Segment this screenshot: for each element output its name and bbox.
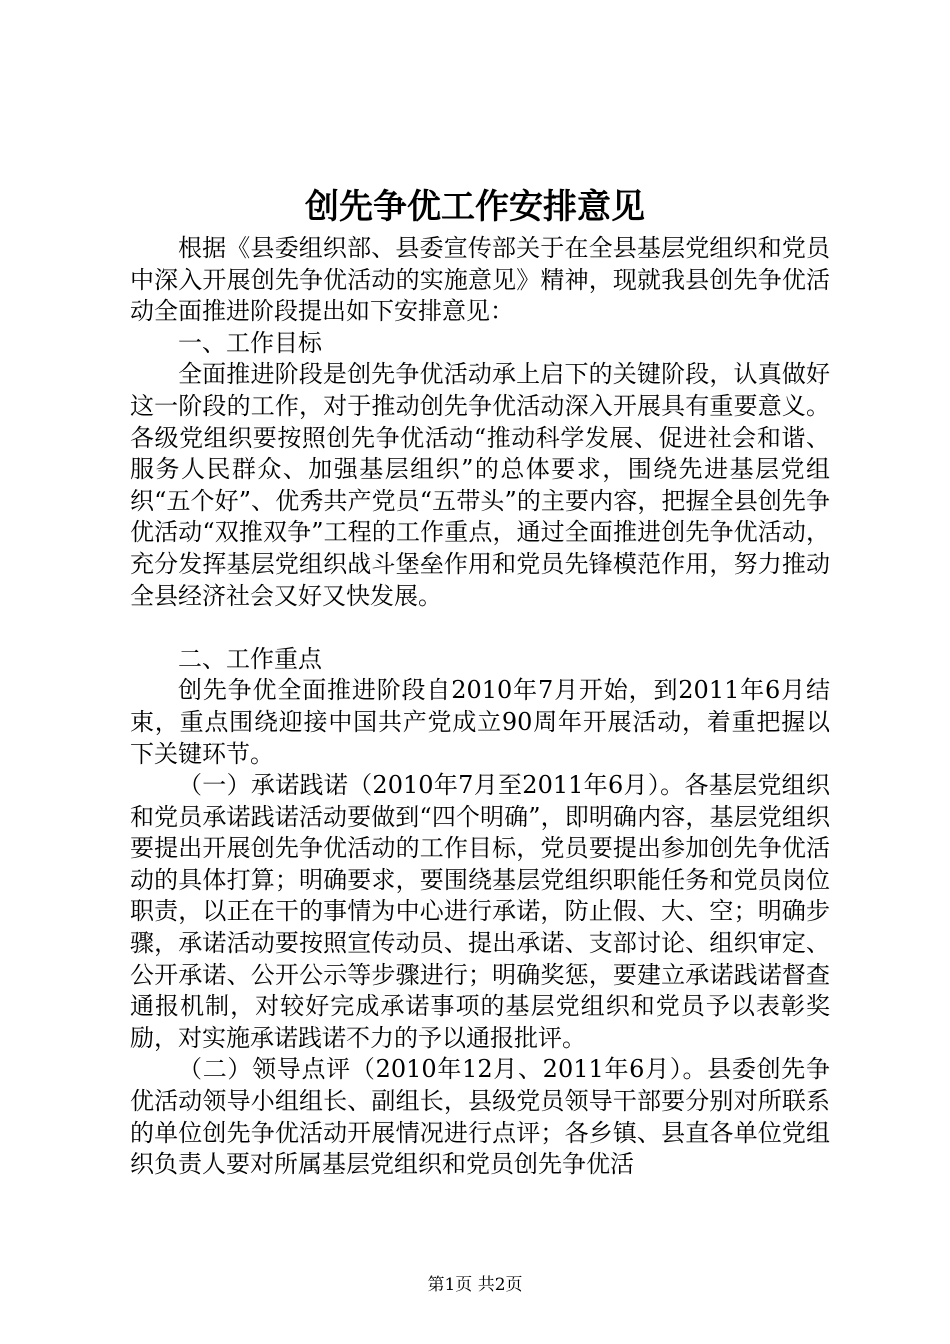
document-body [130, 233, 830, 1181]
focus-paragraph: 创先争优全面推进阶段自2010年7月开始，到2011年6月结束，重点围绕迎接中国共产党成立90周年开展活动，着重把握以下关键环节。 [130, 676, 830, 768]
leader-review-paragraph: （二）领导点评（2010年12月、2011年6月）。县委创先争优活动领导小组组长、副组长，县级党员领导干部要分别对所联系的单位创先争优活动开展情况进行点评；各乡镇、县直各单位党组织负责人要对所属基层党组织和党员创先争优活 [130, 1055, 830, 1179]
document-title: 创先争优工作安排意见 [305, 187, 645, 227]
section-heading-goals: 一、工作目标 [178, 328, 322, 357]
commitment-paragraph: （一）承诺践诺（2010年7月至2011年6月）。各基层党组织和党员承诺践诺活动要做到“四个明确”，即明确内容，基层党组织要提出开展创先争优活动的工作目标，党员要提出参加创先争优活动的具体打算；明确要求，要围绕基层党组织职能任务和党员岗位职责，以正在干的事情为中心进行承诺，防止假、大、空；明确步骤，承诺活动要按照宣传动员、提出承诺、支部讨论、组织审定、公开承诺、公开公示等步骤进行；明确奖惩，要建立承诺践诺督查通报机制，对较好完成承诺事项的基层党组织和党员予以表彰奖励，对实施承诺践诺不力的予以通报批评。 [130, 771, 830, 1052]
page-number-footer: 第1页 共2页 [427, 1275, 523, 1295]
paragraph-spacer [130, 612, 830, 644]
section-heading-focus: 二、工作重点 [178, 644, 322, 673]
intro-paragraph: 根据《县委组织部、县委宣传部关于在全县基层党组织和党员中深入开展创先争优活动的实施意见》精神，现就我县创先争优活动全面推进阶段提出如下安排意见： [130, 234, 830, 326]
goals-paragraph: 全面推进阶段是创先争优活动承上启下的关键阶段，认真做好这一阶段的工作，对于推动创先争优活动深入开展具有重要意义。各级党组织要按照创先争优活动“推动科学发展、促进社会和谐、服务人民群众、加强基层组织”的总体要求，围绕先进基层党组织“五个好”、优秀共产党员“五带头”的主要内容，把握全县创先争优活动“双推双争”工程的工作重点，通过全面推进创先争优活动，充分发挥基层党组织战斗堡垒作用和党员先锋模范作用，努力推动全县经济社会又好又快发展。 [130, 360, 830, 610]
